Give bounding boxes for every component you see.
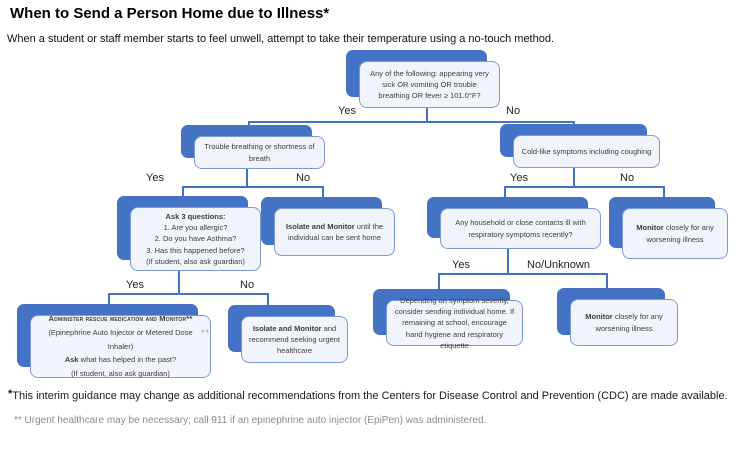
connector-line (438, 273, 607, 275)
action-node-symptom-severity (373, 289, 515, 350)
node-panel (570, 299, 678, 346)
connector-line (108, 293, 268, 295)
node-text: Cold-like symptoms including coughing (521, 146, 652, 156)
branch-label-yes: Yes (146, 172, 164, 184)
node-text: Depending on symptom severity, consider sending individual home. If remaining at school, encourage hand hygiene and respiratory etiquette (394, 295, 515, 350)
decision-node-cold-symptoms (500, 124, 652, 157)
node-panel (513, 135, 660, 168)
connector-line (507, 248, 509, 274)
connector-line (573, 167, 575, 187)
footnote-marker: * (8, 388, 13, 400)
node-panel (30, 315, 211, 378)
branch-label-yes: Yes (510, 172, 528, 184)
node-panel (194, 136, 325, 169)
branch-label-no: No (296, 172, 311, 184)
node-panel (274, 208, 395, 256)
node-text: Administer rescue medication and Monitor** (Epinephrine Auto Injector or Metered Dose Inhaler) Ask what has helped in the past? (If student, also ask guardian) (48, 313, 193, 379)
branch-label-yes: Yes (126, 279, 144, 291)
connector-line (182, 186, 323, 188)
connector-line (178, 271, 180, 294)
branch-label-no: No (506, 105, 521, 117)
branch-label-yes: Yes (452, 259, 470, 271)
node-panel (440, 208, 601, 249)
node-text: Any household or close contacts ill with respiratory symptoms recently? (455, 218, 586, 239)
node-text: Isolate and Monitor and recommend seeking urgent healthcare (249, 323, 340, 356)
decision-node-symptom-screen (346, 50, 489, 101)
decision-node-household-contacts (427, 197, 588, 238)
node-text: Any of the following: appearing very sick OR vomiting OR trouble breathing OR fever ≥ 101.0°F? (370, 68, 489, 101)
footnote-secondary: ** Urgent healthcare may be necessary; call 911 if an epinephrine auto injector (EpiPen) was administered. (14, 415, 487, 426)
action-node-ask-3-questions (117, 196, 248, 266)
page-title: When to Send a Person Home due to Illness* (10, 5, 330, 22)
action-node-monitor-worsening (609, 197, 715, 248)
node-text: Trouble breathing or shortness of breath (204, 142, 315, 163)
node-panel (359, 61, 500, 108)
branch-label-no: No (620, 172, 635, 184)
node-text: Isolate and Monitor until the individual can be sent home (285, 221, 384, 242)
connector-line (246, 167, 248, 187)
footnote-marker-asterisks: ** (201, 328, 211, 338)
action-node-monitor-worsening (557, 288, 665, 335)
node-text: Monitor closely for any worsening illness (585, 312, 663, 333)
node-panel (622, 208, 728, 259)
connector-line (606, 273, 608, 289)
page-subtitle: When a student or staff member starts to feel unwell, attempt to take their temperature using a no-touch method. (7, 33, 555, 45)
connector-line (438, 273, 440, 290)
action-node-isolate-urgent-healthcare (228, 305, 340, 356)
node-panel (241, 316, 348, 363)
action-node-administer-rescue-medication (17, 304, 198, 379)
node-text: Ask 3 questions: 1. Are you allergic? 2. Do you have Asthma? 3. Has this happened before? (If student, also ask guardian) (146, 211, 245, 266)
decision-node-trouble-breathing (181, 125, 315, 163)
node-panel (386, 295, 523, 350)
footnote-primary (8, 388, 728, 402)
footnote-text: This interim guidance may change as additional recommendations from the Centers for Disease Control and Prevention (CDC) are made available. (12, 390, 728, 402)
action-node-isolate-send-home (261, 197, 382, 245)
connector-line (504, 186, 664, 188)
branch-label-no-unknown: No/Unknown (527, 259, 590, 271)
branch-label-no: No (240, 279, 255, 291)
connector-line (248, 121, 574, 123)
node-text: Monitor closely for any worsening illness (636, 223, 714, 244)
branch-label-yes: Yes (338, 105, 356, 117)
node-panel (130, 207, 261, 271)
